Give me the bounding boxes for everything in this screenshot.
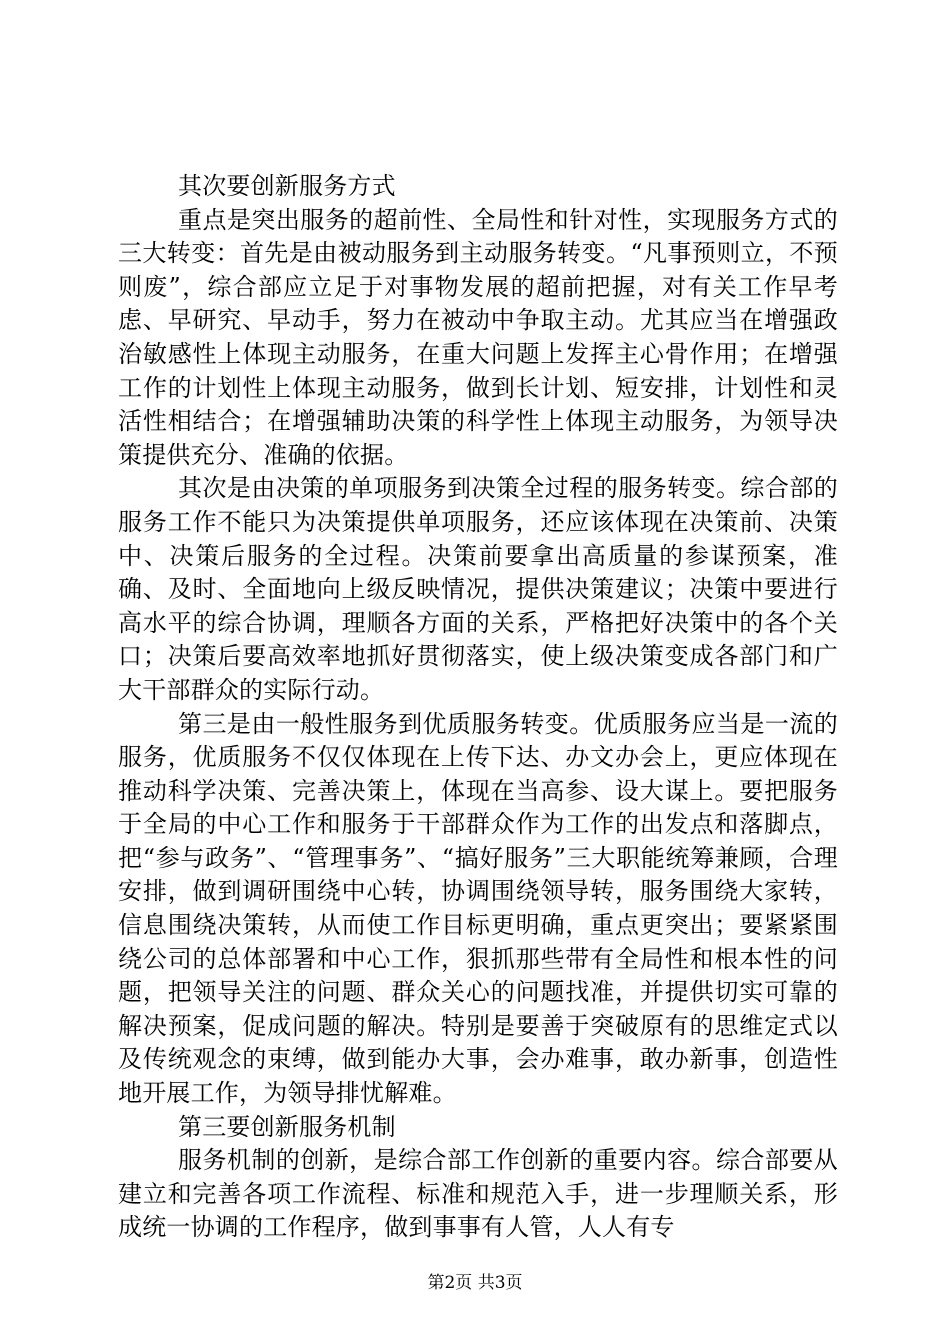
paragraph-decision-process-service: 其次是由决策的单项服务到决策全过程的服务转变。综合部的服务工作不能只为决策提供单项服务，还应该体现在决策前、决策中、决策后服务的全过程。决策前要拿出高质量的参谋预案，准确、及时、全面地向上级反映情况，提供决策建议；决策中要进行高水平的综合协调，理顺各方面的关系，严格把好决策中的各个关口；决策后要高效率地抓好贯彻落实，使上级决策变成各部门和广大干部群众的实际行动。 — [118, 474, 838, 704]
document-body — [118, 170, 838, 1245]
paragraph-quality-service: 第三是由一般性服务到优质服务转变。优质服务应当是一流的服务，优质服务不仅仅体现在上传下达、办文办会上，更应体现在推动科学决策、完善决策上，体现在当高参、设大谋上。要把服务于全局的中心工作和服务于干部群众作为工作的出发点和落脚点，把“参与政务”、“管理事务”、“搞好服务”三大职能统筹兼顾，合理安排，做到调研围绕中心转，协调围绕领导转，服务围绕大家转，信息围绕决策转，从而使工作目标更明确，重点更突出；要紧紧围绕公司的总体部署和中心工作，狠抓那些带有全局性和根本性的问题，把领导关注的问题、群众关心的问题找准，并提供切实可靠的解决预案，促成问题的解决。特别是要善于突破原有的思维定式以及传统观念的束缚，做到能办大事，会办难事，敢办新事，创造性地开展工作，为领导排忧解难。 — [118, 709, 838, 1108]
section-heading-service-method: 其次要创新服务方式 — [178, 172, 396, 200]
paragraph-service-mechanism: 服务机制的创新，是综合部工作创新的重要内容。综合部要从建立和完善各项工作流程、标准和规范入手，进一步理顺关系，形成统一协调的工作程序，做到事事有人管，人人有专 — [118, 1146, 838, 1242]
paragraph-proactive-service: 重点是突出服务的超前性、全局性和针对性，实现服务方式的三大转变：首先是由被动服务到主动服务转变。“凡事预则立，不预则废”，综合部应立足于对事物发展的超前把握，对有关工作早考虑、早研究、早动手，努力在被动中争取主动。尤其应当在增强政治敏感性上体现主动服务，在重大问题上发挥主心骨作用；在增强工作的计划性上体现主动服务，做到长计划、短安排，计划性和灵活性相结合；在增强辅助决策的科学性上体现主动服务，为领导决策提供充分、准确的依据。 — [118, 205, 838, 469]
section-heading-service-mechanism: 第三要创新服务机制 — [178, 1112, 396, 1141]
page-number-footer: 第2页 共3页 — [427, 1273, 523, 1293]
